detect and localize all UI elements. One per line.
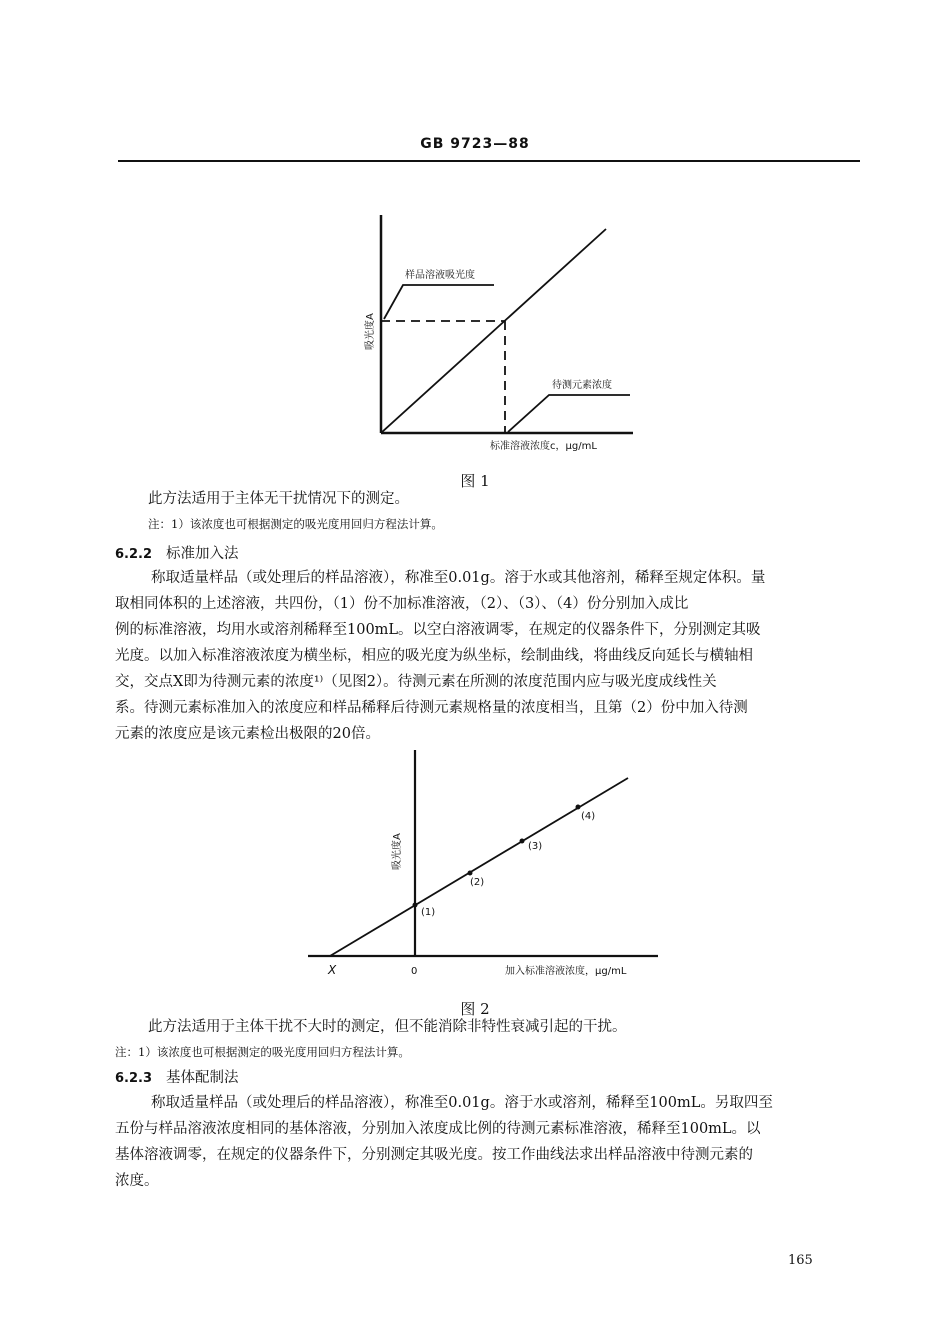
paragraph-line: 交，交点X即为待测元素的浓度¹⁾（见图2）。待测元素在所测的浓度范围内应与吸光度成线性关 xyxy=(115,674,717,690)
paragraph-line: 基体溶液调零，在规定的仪器条件下，分别测定其吸光度。按工作曲线法求出样品溶液中待测元素的 xyxy=(115,1147,753,1163)
fig1-calibration-line xyxy=(381,229,606,433)
fig2-x-label: 加入标准溶液浓度，μg/mL xyxy=(505,966,627,977)
paragraph-line: 五份与样品溶液浓度相同的基体溶液，分别加入浓度成比例的待测元素标准溶液，稀释至100mL。以 xyxy=(115,1121,761,1137)
section-6-2-3-heading xyxy=(115,1066,239,1087)
fig1-element-leader xyxy=(508,395,630,432)
fig2-point-label: (1) xyxy=(421,907,436,918)
standard-header: GB 9723—88 xyxy=(420,136,530,152)
fig2-point-4 xyxy=(576,805,581,810)
paragraph-line: 称取适量样品（或处理后的样品溶液），称准至0.01g。溶于水或其他溶剂，稀释至规定体积。量 xyxy=(151,570,766,586)
paragraph-line: 浓度。 xyxy=(115,1173,159,1189)
fig2-intercept-label: X xyxy=(328,963,337,977)
fig1-applicability: 此方法适用于主体无干扰情况下的测定。 xyxy=(148,491,409,507)
fig1-x-label: 标准溶液浓度c，μg/mL xyxy=(490,441,597,452)
figure-1-caption: 图 1 xyxy=(460,472,490,490)
section-title: 基体配制法 xyxy=(166,1070,239,1086)
paragraph-line: 取相同体积的上述溶液，共四份，（1）份不加标准溶液，（2）、（3）、（4）份分别加入成比 xyxy=(115,596,689,612)
fig1-note: 注：1）该浓度也可根据测定的吸光度用回归方程法计算。 xyxy=(148,517,443,531)
fig2-y-label: 吸光度A xyxy=(392,833,403,870)
figure-1 xyxy=(0,205,950,455)
paragraph-line: 称取适量样品（或处理后的样品溶液），称准至0.01g。溶于水或溶剂，稀释至100mL。另取四至 xyxy=(151,1095,773,1111)
fig1-label-sample: 样品溶液吸光度 xyxy=(405,270,475,281)
fig1-y-label: 吸光度A xyxy=(365,313,376,350)
section-title: 标准加入法 xyxy=(166,546,239,562)
section-number: 6.2.2 xyxy=(115,547,153,562)
fig2-point-2 xyxy=(468,871,473,876)
fig2-note: 注：1）该浓度也可根据测定的吸光度用回归方程法计算。 xyxy=(115,1045,410,1059)
fig2-point-1 xyxy=(413,903,418,908)
paragraph-line: 光度。以加入标准溶液浓度为横坐标，相应的吸光度为纵坐标，绘制曲线，将曲线反向延长与横轴相 xyxy=(115,648,753,664)
figure-2 xyxy=(0,740,950,990)
fig2-point-label: (2) xyxy=(470,877,485,888)
section-6-2-2-heading xyxy=(115,542,239,563)
fig1-sample-leader xyxy=(384,285,494,319)
paragraph-line: 系。待测元素标准加入的浓度应和样品稀释后待测元素规格量的浓度相当，且第（2）份中加入待测 xyxy=(115,700,748,716)
fig1-label-element: 待测元素浓度 xyxy=(552,380,612,391)
fig2-point-label: (4) xyxy=(581,811,596,822)
fig2-point-label: (3) xyxy=(528,841,543,852)
paragraph-line: 例的标准溶液，均用水或溶剂稀释至100mL。以空白溶液调零，在规定的仪器条件下，分别测定其吸 xyxy=(115,622,761,638)
header-rule xyxy=(118,160,860,162)
section-6-2-2-body xyxy=(115,565,845,747)
fig2-point-3 xyxy=(520,839,525,844)
section-number: 6.2.3 xyxy=(115,1071,153,1086)
fig2-applicability: 此方法适用于主体干扰不大时的测定，但不能消除非特性衰减引起的干扰。 xyxy=(148,1019,627,1035)
paragraph-line: 元素的浓度应是该元素检出极限的20倍。 xyxy=(115,726,380,742)
fig2-origin-label: 0 xyxy=(411,966,418,977)
figure-2-caption: 图 2 xyxy=(460,1000,490,1018)
page-number: 165 xyxy=(788,1253,813,1268)
section-6-2-3-body xyxy=(115,1090,845,1194)
fig2-addition-line xyxy=(330,778,628,956)
